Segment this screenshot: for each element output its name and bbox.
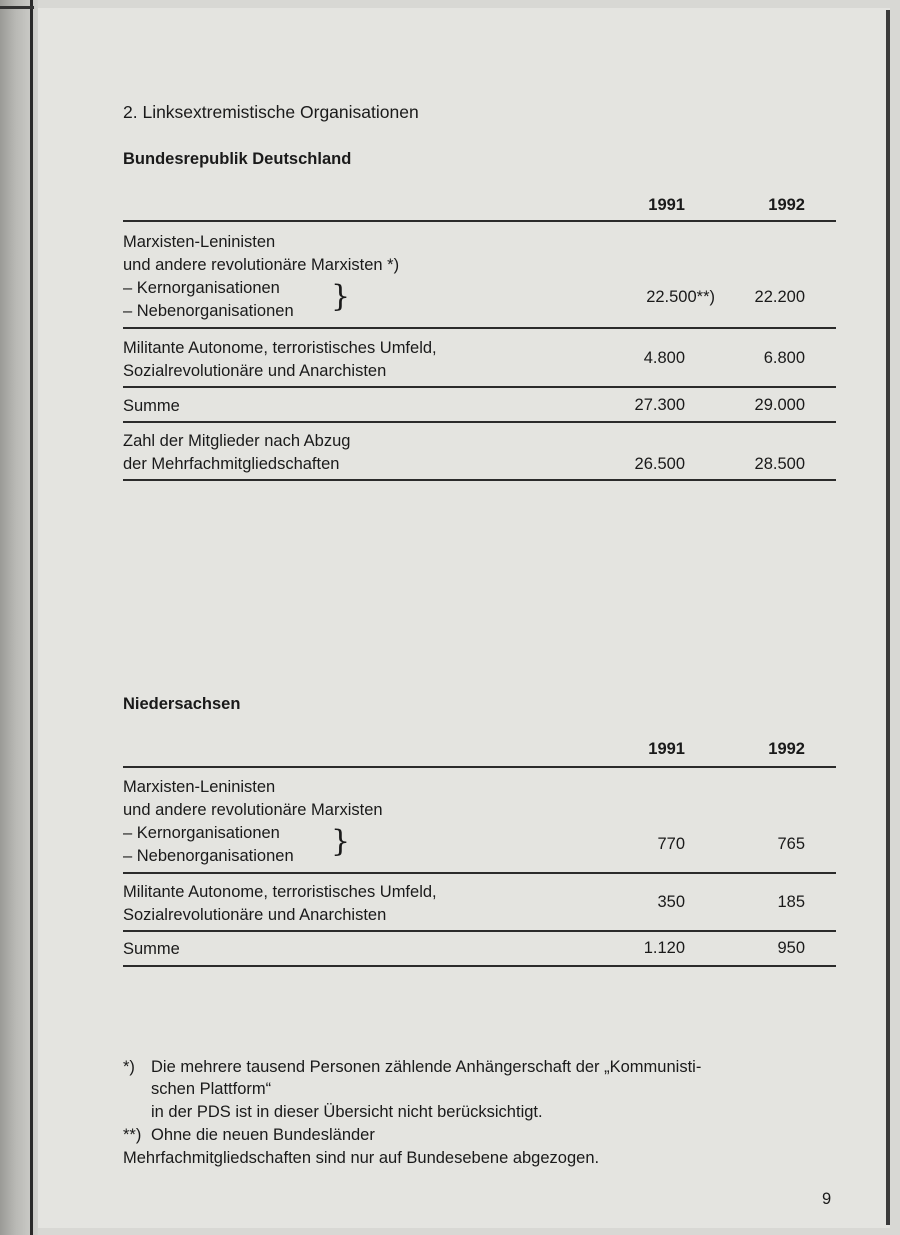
table2-row1-1992: 765 [777, 835, 805, 853]
section-title: 2. Linksextremistische Organisationen [123, 102, 419, 122]
table1-row1-1992: 22.200 [754, 288, 805, 306]
footnote-1-line2: schen Plattform“ [151, 1080, 272, 1098]
table2-row1-line3: – Kernorganisationen [123, 824, 280, 842]
table1-row1-line4: – Nebenorganisationen [123, 302, 294, 320]
table1-row2-1992: 6.800 [763, 349, 805, 367]
page [22, 8, 890, 1228]
table2-col-1991: 1991 [648, 740, 685, 758]
table2-row3-1992: 950 [777, 939, 805, 957]
table2-row2-1991: 350 [657, 893, 685, 911]
table1-row1-line3: – Kernorganisationen [123, 279, 280, 297]
table1-row2-line1: Militante Autonome, terroristisches Umfeld, [123, 339, 437, 357]
table2-row3-1991: 1.120 [643, 939, 685, 957]
table2-row1-1991: 770 [657, 835, 685, 853]
table2-header-rule [123, 766, 836, 768]
table2-bottom-rule [123, 965, 836, 967]
table1-row3-label: Summe [123, 397, 180, 415]
spine-edge [30, 0, 33, 1235]
table1-row4-line2: der Mehrfachmitgliedschaften [123, 455, 340, 473]
table1-row2-1991: 4.800 [643, 349, 685, 367]
table1-header-rule [123, 220, 836, 222]
brace-icon: } [331, 824, 351, 859]
table1-col-1991: 1991 [648, 196, 685, 214]
table2-row-rule [123, 930, 836, 932]
footnote-2-mark: **) [123, 1126, 142, 1144]
table1-row1-line2: und andere revolutionäre Marxisten *) [123, 256, 400, 274]
table1-col-1992: 1992 [768, 196, 805, 214]
table1-row3-1991: 27.300 [634, 396, 685, 414]
table2-row2-1992: 185 [777, 893, 805, 911]
table1-row-rule [123, 421, 836, 423]
table2-col-1992: 1992 [768, 740, 805, 758]
footnote-1-line3: in der PDS ist in dieser Übersicht nicht berücksichtigt. [151, 1103, 543, 1121]
table1-row4-1991: 26.500 [634, 455, 685, 473]
table2-heading: Niedersachsen [123, 695, 241, 713]
table1-row4-1992: 28.500 [754, 455, 805, 473]
table2-row1-line4: – Nebenorganisationen [123, 847, 294, 865]
table2-row1-line1: Marxisten-Leninisten [123, 778, 276, 796]
top-mark [0, 6, 34, 9]
table1-row3-1992: 29.000 [754, 396, 805, 414]
table1-heading: Bundesrepublik Deutschland [123, 150, 352, 168]
page-number: 9 [822, 1190, 832, 1208]
table2-row-rule [123, 872, 836, 874]
brace-icon: } [331, 279, 351, 314]
table1-row2-line2: Sozialrevolutionäre und Anarchisten [123, 362, 387, 380]
table2-row1-line2: und andere revolutionäre Marxisten [123, 801, 383, 819]
footnote-1-line1: Die mehrere tausend Personen zählende Anhängerschaft der „Kommunisti- [151, 1058, 702, 1076]
footnote-3-text: Mehrfachmitgliedschaften sind nur auf Bundesebene abgezogen. [123, 1149, 600, 1167]
table1-row1-1991: 22.500**) [646, 288, 715, 306]
table1-row-rule [123, 327, 836, 329]
table1-row4-line1: Zahl der Mitglieder nach Abzug [123, 432, 351, 450]
table2-row3-label: Summe [123, 940, 180, 958]
table2-row2-line1: Militante Autonome, terroristisches Umfeld, [123, 883, 437, 901]
page-edge [886, 10, 890, 1225]
footnote-1-mark: *) [123, 1058, 135, 1076]
table1-row1-line1: Marxisten-Leninisten [123, 233, 276, 251]
table2-row2-line2: Sozialrevolutionäre und Anarchisten [123, 906, 387, 924]
footnote-2-text: Ohne die neuen Bundesländer [151, 1126, 375, 1144]
table1-row-rule [123, 386, 836, 388]
table1-bottom-rule [123, 479, 836, 481]
